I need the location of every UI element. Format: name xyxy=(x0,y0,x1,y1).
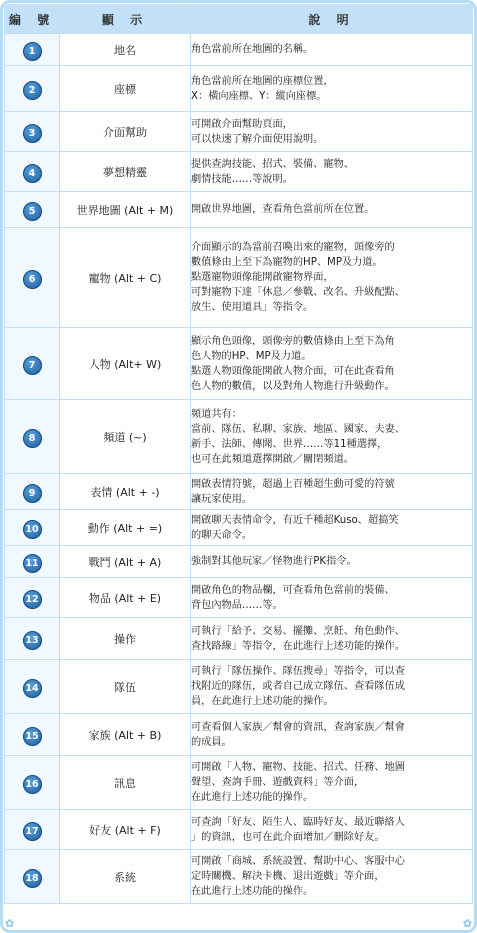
table-row xyxy=(5,850,473,904)
row-number-cell xyxy=(5,34,60,66)
description-line: 放生、使用道具」等指令。 xyxy=(191,302,314,313)
row-display-label: 人物 (Alt+ W) xyxy=(60,328,191,400)
row-description xyxy=(191,660,473,714)
row-display-label: 世界地圖 (Alt + M) xyxy=(60,192,191,228)
description-line: 劇情技能……等說明。 xyxy=(191,173,293,185)
description-line: 開啟聊天表情命令，有近千種超Kuso、超搞笑 xyxy=(191,514,399,526)
table-row xyxy=(5,618,473,660)
row-number-cell xyxy=(5,756,60,810)
row-description xyxy=(191,192,473,228)
description-line: 開啟世界地圖，查看角色當前所在位置。 xyxy=(191,204,375,215)
row-description xyxy=(191,474,473,510)
description-line: 也可在此頻道選擇開啟／關閉頻道。 xyxy=(191,453,354,465)
row-display-label: 物品 (Alt + E) xyxy=(60,578,191,618)
row-number-cell xyxy=(5,328,60,400)
description-line: 可以快速了解介面使用說明。 xyxy=(191,133,324,145)
description-line: 可執行「給予、交易、擺攤、烹飪、角色動作、 xyxy=(191,625,405,637)
row-description xyxy=(191,66,473,112)
table-row xyxy=(5,34,473,66)
interface-help-table xyxy=(4,4,473,904)
table-row xyxy=(5,192,473,228)
header-description: 說 明 xyxy=(191,5,473,34)
description-line: 點選寵物頭像能開啟寵物界面， xyxy=(191,272,334,283)
row-number-cell xyxy=(5,112,60,152)
description-line: 讓玩家使用。 xyxy=(191,493,253,505)
table-row xyxy=(5,152,473,192)
row-display-label: 好友 (Alt + F) xyxy=(60,810,191,850)
row-number-cell xyxy=(5,192,60,228)
row-display-label: 介面幫助 xyxy=(60,112,191,152)
description-line: 的聊天命令。 xyxy=(191,529,253,541)
description-line: 強制對其他玩家／怪物進行PK指令。 xyxy=(191,556,357,567)
row-number-cell xyxy=(5,546,60,578)
number-badge-icon: 12 xyxy=(23,590,42,609)
number-badge-icon: 11 xyxy=(23,554,42,573)
number-badge-icon: 10 xyxy=(23,520,42,539)
description-line: 開啟角色的物品欄，可查看角色當前的裝備、 xyxy=(191,584,395,596)
number-badge-icon: 18 xyxy=(23,869,42,888)
row-number-cell xyxy=(5,400,60,474)
description-line: 背包內物品……等。 xyxy=(191,599,283,611)
number-badge-icon: 4 xyxy=(23,164,42,183)
description-line: 查找路線」等指令，在此進行上述功能的操作。 xyxy=(191,640,405,652)
row-number-cell xyxy=(5,810,60,850)
number-badge-icon: 8 xyxy=(23,429,42,448)
row-display-label: 表情 (Alt + -) xyxy=(60,474,191,510)
number-badge-icon: 13 xyxy=(23,631,42,650)
row-description xyxy=(191,756,473,810)
description-line: 定時關機、解決卡機、退出遊戲」等介面， xyxy=(191,871,385,882)
description-line: 色人物的HP、MP及力道。 xyxy=(191,350,312,362)
description-line: 可對寵物下達「休息／參戰、改名、升級配點、 xyxy=(191,287,405,298)
row-display-label: 動作 (Alt + =) xyxy=(60,510,191,546)
row-description xyxy=(191,546,473,578)
description-line: 顯示角色頭像，頭像旁的數值條由上至下為角 xyxy=(191,335,395,347)
table-row xyxy=(5,510,473,546)
number-badge-icon: 9 xyxy=(23,484,42,503)
description-line: 在此進行上述功能的操作。 xyxy=(191,792,314,803)
header-row xyxy=(5,5,473,34)
number-badge-icon: 1 xyxy=(23,42,42,61)
header-number: 編 號 xyxy=(5,5,60,34)
row-display-label: 夢想精靈 xyxy=(60,152,191,192)
header-display: 顯 示 xyxy=(60,5,191,34)
description-line: 點選人物頭像能開啟人物介面，可在此查看角 xyxy=(191,365,395,377)
table-row xyxy=(5,756,473,810)
table-row xyxy=(5,66,473,112)
row-number-cell xyxy=(5,510,60,546)
number-badge-icon: 6 xyxy=(23,270,42,289)
row-display-label: 頻道 (~) xyxy=(60,400,191,474)
description-line: 當前、隊伍、私聊、家族、地區、國家、夫妻、 xyxy=(191,423,405,435)
row-number-cell xyxy=(5,714,60,756)
row-description xyxy=(191,850,473,904)
corner-ornament-bottom-left: ✿ xyxy=(5,917,15,930)
description-line: 」的資訊，也可在此介面增加／刪除好友。 xyxy=(191,831,385,843)
row-display-label: 家族 (Alt + B) xyxy=(60,714,191,756)
row-description xyxy=(191,510,473,546)
description-line: 色人物的數值，以及對角人物進行升級動作。 xyxy=(191,380,395,392)
row-number-cell xyxy=(5,152,60,192)
corner-ornament-bottom-right: ✿ xyxy=(462,917,472,930)
table-row xyxy=(5,660,473,714)
number-badge-icon: 15 xyxy=(23,727,42,746)
row-description xyxy=(191,810,473,850)
table-row xyxy=(5,546,473,578)
row-description xyxy=(191,714,473,756)
row-number-cell xyxy=(5,66,60,112)
description-line: 可執行「隊伍操作、隊伍搜尋」等指令，可以查 xyxy=(191,666,405,677)
number-badge-icon: 16 xyxy=(23,775,42,794)
table-row xyxy=(5,474,473,510)
description-line: X：橫向座標、Y：縱向座標。 xyxy=(191,90,327,102)
table-row xyxy=(5,112,473,152)
row-description xyxy=(191,400,473,474)
row-description xyxy=(191,228,473,328)
description-line: 可查詢「好友、陌生人、臨時好友、最近聯絡人 xyxy=(191,816,405,828)
row-description xyxy=(191,112,473,152)
row-display-label: 地名 xyxy=(60,34,191,66)
table-row xyxy=(5,400,473,474)
number-badge-icon: 2 xyxy=(23,81,42,100)
table-row xyxy=(5,578,473,618)
description-line: 員，在此進行上述功能的操作。 xyxy=(191,696,334,707)
row-description xyxy=(191,328,473,400)
description-line: 提供查詢技能、招式、裝備、寵物、 xyxy=(191,158,354,170)
description-line: 新手、法師、傳聞、世界……等11種選擇， xyxy=(191,438,388,450)
row-display-label: 系統 xyxy=(60,850,191,904)
row-description xyxy=(191,34,473,66)
row-display-label: 戰鬥 (Alt + A) xyxy=(60,546,191,578)
description-line: 角色當前所在地圖的座標位置， xyxy=(191,75,334,87)
number-badge-icon: 3 xyxy=(23,124,42,143)
row-display-label: 隊伍 xyxy=(60,660,191,714)
description-line: 可開啟「人物、寵物、技能、招式、任務、地圖 xyxy=(191,762,405,773)
row-number-cell xyxy=(5,618,60,660)
row-display-label: 操作 xyxy=(60,618,191,660)
row-display-label: 座標 xyxy=(60,66,191,112)
row-number-cell xyxy=(5,578,60,618)
description-line: 可查看個人家族／幫會的資訊，查詢家族／幫會 xyxy=(191,721,405,733)
description-line: 聲望、查詢手冊、遊戲資料」等介面， xyxy=(191,777,365,788)
table-row xyxy=(5,714,473,756)
description-line: 在此進行上述功能的操作。 xyxy=(191,886,314,897)
number-badge-icon: 7 xyxy=(23,356,42,375)
row-display-label: 寵物 (Alt + C) xyxy=(60,228,191,328)
description-line: 介面顯示的為當前召喚出來的寵物，頭像旁的 xyxy=(191,242,395,253)
description-line: 頻道共有： xyxy=(191,408,242,420)
table-body xyxy=(5,34,473,904)
description-line: 找附近的隊伍，或者自己成立隊伍、查看隊伍成 xyxy=(191,681,405,692)
table-row xyxy=(5,328,473,400)
row-number-cell xyxy=(5,660,60,714)
table-row xyxy=(5,228,473,328)
description-line: 數值條由上至下為寵物的HP、MP及力道。 xyxy=(191,257,383,268)
description-line: 角色當前所在地圖的名稱。 xyxy=(191,44,314,55)
row-number-cell xyxy=(5,474,60,510)
row-display-label: 訊息 xyxy=(60,756,191,810)
description-line: 可開啟「商城、系統設置、幫助中心、客服中心 xyxy=(191,856,405,867)
number-badge-icon: 17 xyxy=(23,822,42,841)
row-description xyxy=(191,578,473,618)
row-number-cell xyxy=(5,228,60,328)
row-description xyxy=(191,152,473,192)
description-line: 的成員。 xyxy=(191,736,232,748)
description-line: 開啟表情符號，超過上百種超生動可愛的符號 xyxy=(191,478,395,490)
row-description xyxy=(191,618,473,660)
description-line: 可開啟介面幫助頁面， xyxy=(191,118,293,130)
number-badge-icon: 5 xyxy=(23,202,42,221)
row-number-cell xyxy=(5,850,60,904)
table-row xyxy=(5,810,473,850)
number-badge-icon: 14 xyxy=(23,679,42,698)
